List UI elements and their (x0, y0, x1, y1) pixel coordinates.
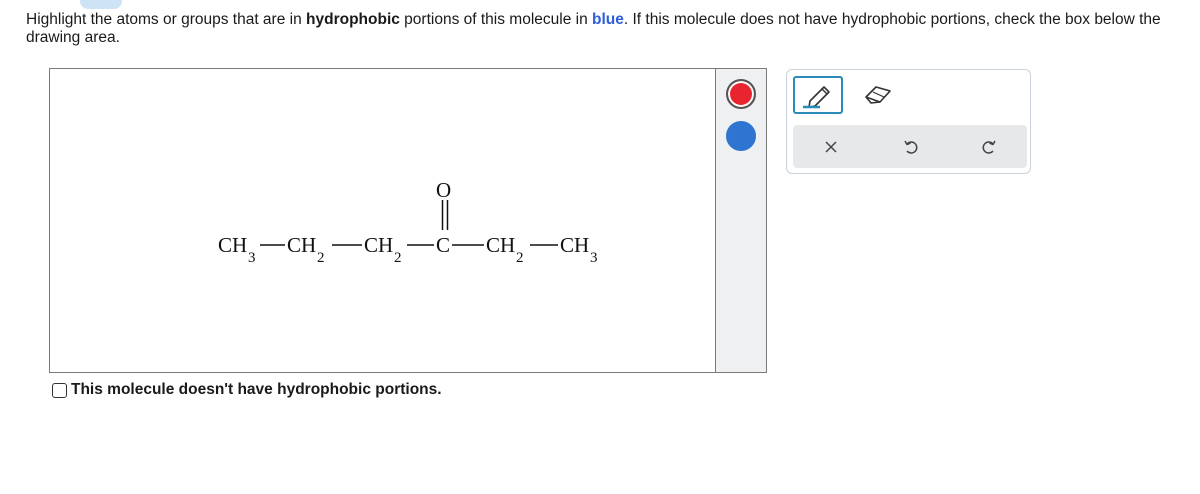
group-ch2-2[interactable] (364, 233, 402, 266)
eraser-icon (860, 81, 896, 109)
group-subscript: 3 (590, 250, 598, 266)
oxygen-label: O (436, 178, 452, 202)
group-subscript: 2 (394, 250, 402, 266)
eraser-tool-button[interactable] (853, 76, 903, 114)
drawing-canvas[interactable] (49, 68, 716, 373)
group-subscript: 2 (317, 250, 325, 266)
molecule-structure (50, 69, 715, 372)
red-color-swatch[interactable] (726, 79, 756, 109)
group-label: C (436, 233, 451, 257)
no-hydrophobic-checkbox-row[interactable] (52, 380, 442, 400)
top-tab (80, 0, 122, 9)
pencil-tool-button[interactable] (793, 76, 843, 114)
undo-icon (902, 138, 920, 156)
instructions-text-2: portions of this molecule in (399, 11, 592, 28)
pencil-icon (800, 81, 836, 109)
color-palette (715, 68, 767, 373)
group-label: CH (486, 233, 516, 257)
group-label: CH (287, 233, 317, 257)
redo-button[interactable] (959, 125, 1019, 168)
group-ch2-1[interactable] (287, 233, 325, 266)
blue-color-swatch[interactable] (726, 121, 756, 151)
instructions-color-word: blue (592, 11, 624, 28)
group-ch3-right[interactable] (560, 233, 598, 266)
group-label: CH (218, 233, 248, 257)
group-ch3-left[interactable] (218, 233, 256, 266)
group-oxygen[interactable] (436, 178, 451, 202)
group-ch2-3[interactable] (486, 233, 524, 266)
redo-icon (980, 138, 998, 156)
checkbox-label: This molecule doesn't have hydrophobic portions. (71, 381, 442, 398)
action-bar (793, 125, 1027, 168)
group-label: CH (364, 233, 394, 257)
no-hydrophobic-checkbox[interactable] (52, 383, 67, 398)
clear-button[interactable] (801, 125, 861, 168)
instructions-text-3: . If this molecule does not have hydrophobic portions, check the box below the drawing area. (26, 11, 1161, 46)
clear-x-icon (823, 139, 839, 155)
toolbox (786, 69, 1031, 174)
instructions (26, 11, 1176, 47)
group-label: CH (560, 233, 590, 257)
group-subscript: 2 (516, 250, 524, 266)
instructions-text: Highlight the atoms or groups that are in (26, 11, 307, 28)
group-carbonyl-carbon[interactable] (436, 233, 450, 257)
undo-button[interactable] (881, 125, 941, 168)
group-subscript: 3 (248, 250, 256, 266)
instructions-keyword: hydrophobic (306, 11, 400, 28)
